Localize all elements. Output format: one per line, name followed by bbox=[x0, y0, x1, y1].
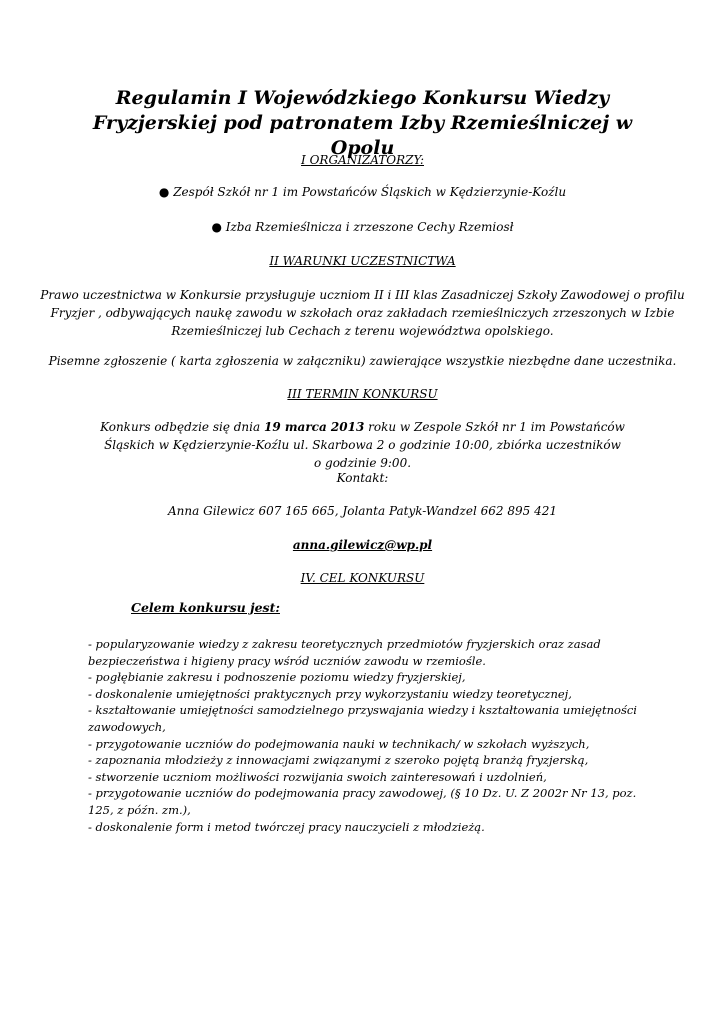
organizer-item: ● Izba Rzemieślnicza i zrzeszone Cechy Rzemiosł bbox=[211, 220, 514, 234]
date-text-after: roku w Zespole Szkół nr 1 im Powstańców Śląskich w Kędzierzynie-Koźlu ul. Skarbowa 2 o godzinie 10:00, zbiórka uczestników o godzinie 9:00. bbox=[104, 420, 625, 470]
contact-email-link[interactable]: anna.gilewicz@wp.pl bbox=[292, 538, 433, 552]
date-paragraph bbox=[100, 418, 625, 472]
section-heading-organizers: I ORGANIZATORZY: bbox=[301, 153, 424, 167]
section-heading-goals: IV. CEL KONKURSU bbox=[300, 571, 425, 585]
contest-date: 19 marca 2013 bbox=[263, 420, 365, 434]
organizer-item: ● Zespół Szkół nr 1 im Powstańców Śląskich w Kędzierzynie-Koźlu bbox=[158, 185, 567, 199]
section-heading-conditions: II WARUNKI UCZESTNICTWA bbox=[269, 254, 456, 268]
goal-item: - kształtowanie umiejętności samodzielnego przyswajania wiedzy i kształtowania umiejętności zawodowych, bbox=[88, 703, 637, 734]
application-paragraph: Pisemne zgłoszenie ( karta zgłoszenia w załączniku) zawierające wszystkie niezbędne dane uczestnika. bbox=[48, 354, 677, 368]
contact-people: Anna Gilewicz 607 165 665, Jolanta Patyk-Wandzel 662 895 421 bbox=[168, 504, 557, 518]
contact-label: Kontakt: bbox=[336, 471, 389, 485]
goal-item: - doskonalenie form i metod twórczej pracy nauczycieli z młodzieżą. bbox=[88, 819, 485, 834]
section-heading-date: III TERMIN KONKURSU bbox=[287, 387, 438, 401]
date-text-before: Konkurs odbędzie się dnia bbox=[100, 420, 264, 434]
goals-label: Celem konkursu jest: bbox=[131, 600, 280, 615]
goal-item: - popularyzowanie wiedzy z zakresu teoretycznych przedmiotów fryzjerskich oraz zasad bezpieczeństwa i higieny pracy wśród uczniów zawodu w rzemiośle. bbox=[88, 637, 601, 668]
goal-item: - przygotowanie uczniów do podejmowania pracy zawodowej, (§ 10 Dz. U. Z 2002r Nr 13, poz. 125, z późn. zm.), bbox=[88, 786, 637, 817]
goal-item: - doskonalenie umiejętności praktycznych przy wykorzystaniu wiedzy teoretycznej, bbox=[88, 686, 572, 701]
goal-item: - stworzenie uczniom możliwości rozwijania swoich zainteresowań i uzdolnień, bbox=[88, 769, 547, 784]
conditions-paragraph: Prawo uczestnictwa w Konkursie przysługuje uczniom II i III klas Zasadniczej Szkoły Zawodowej o profilu Fryzjer , odbywających naukę zawodu w szkołach oraz zakładach rzemieślniczych zrzeszonych w Izbie Rzemieślniczej lub Cechach z terenu województwa opolskiego. bbox=[40, 288, 685, 338]
goals-list bbox=[88, 636, 653, 835]
goal-item: - przygotowanie uczniów do podejmowania nauki w technikach/ w szkołach wyższych, bbox=[88, 736, 590, 751]
goal-item: - pogłębianie zakresu i podnoszenie poziomu wiedzy fryzjerskiej, bbox=[88, 670, 466, 685]
goal-item: - zapoznania młodzieży z innowacjami związanymi z szeroko pojętą branżą fryzjerską, bbox=[88, 753, 589, 768]
document-title: Regulamin I Wojewódzkiego Konkursu Wiedzy Fryzjerskiej pod patronatem Izby Rzemieślniczej w Opolu bbox=[92, 87, 633, 159]
